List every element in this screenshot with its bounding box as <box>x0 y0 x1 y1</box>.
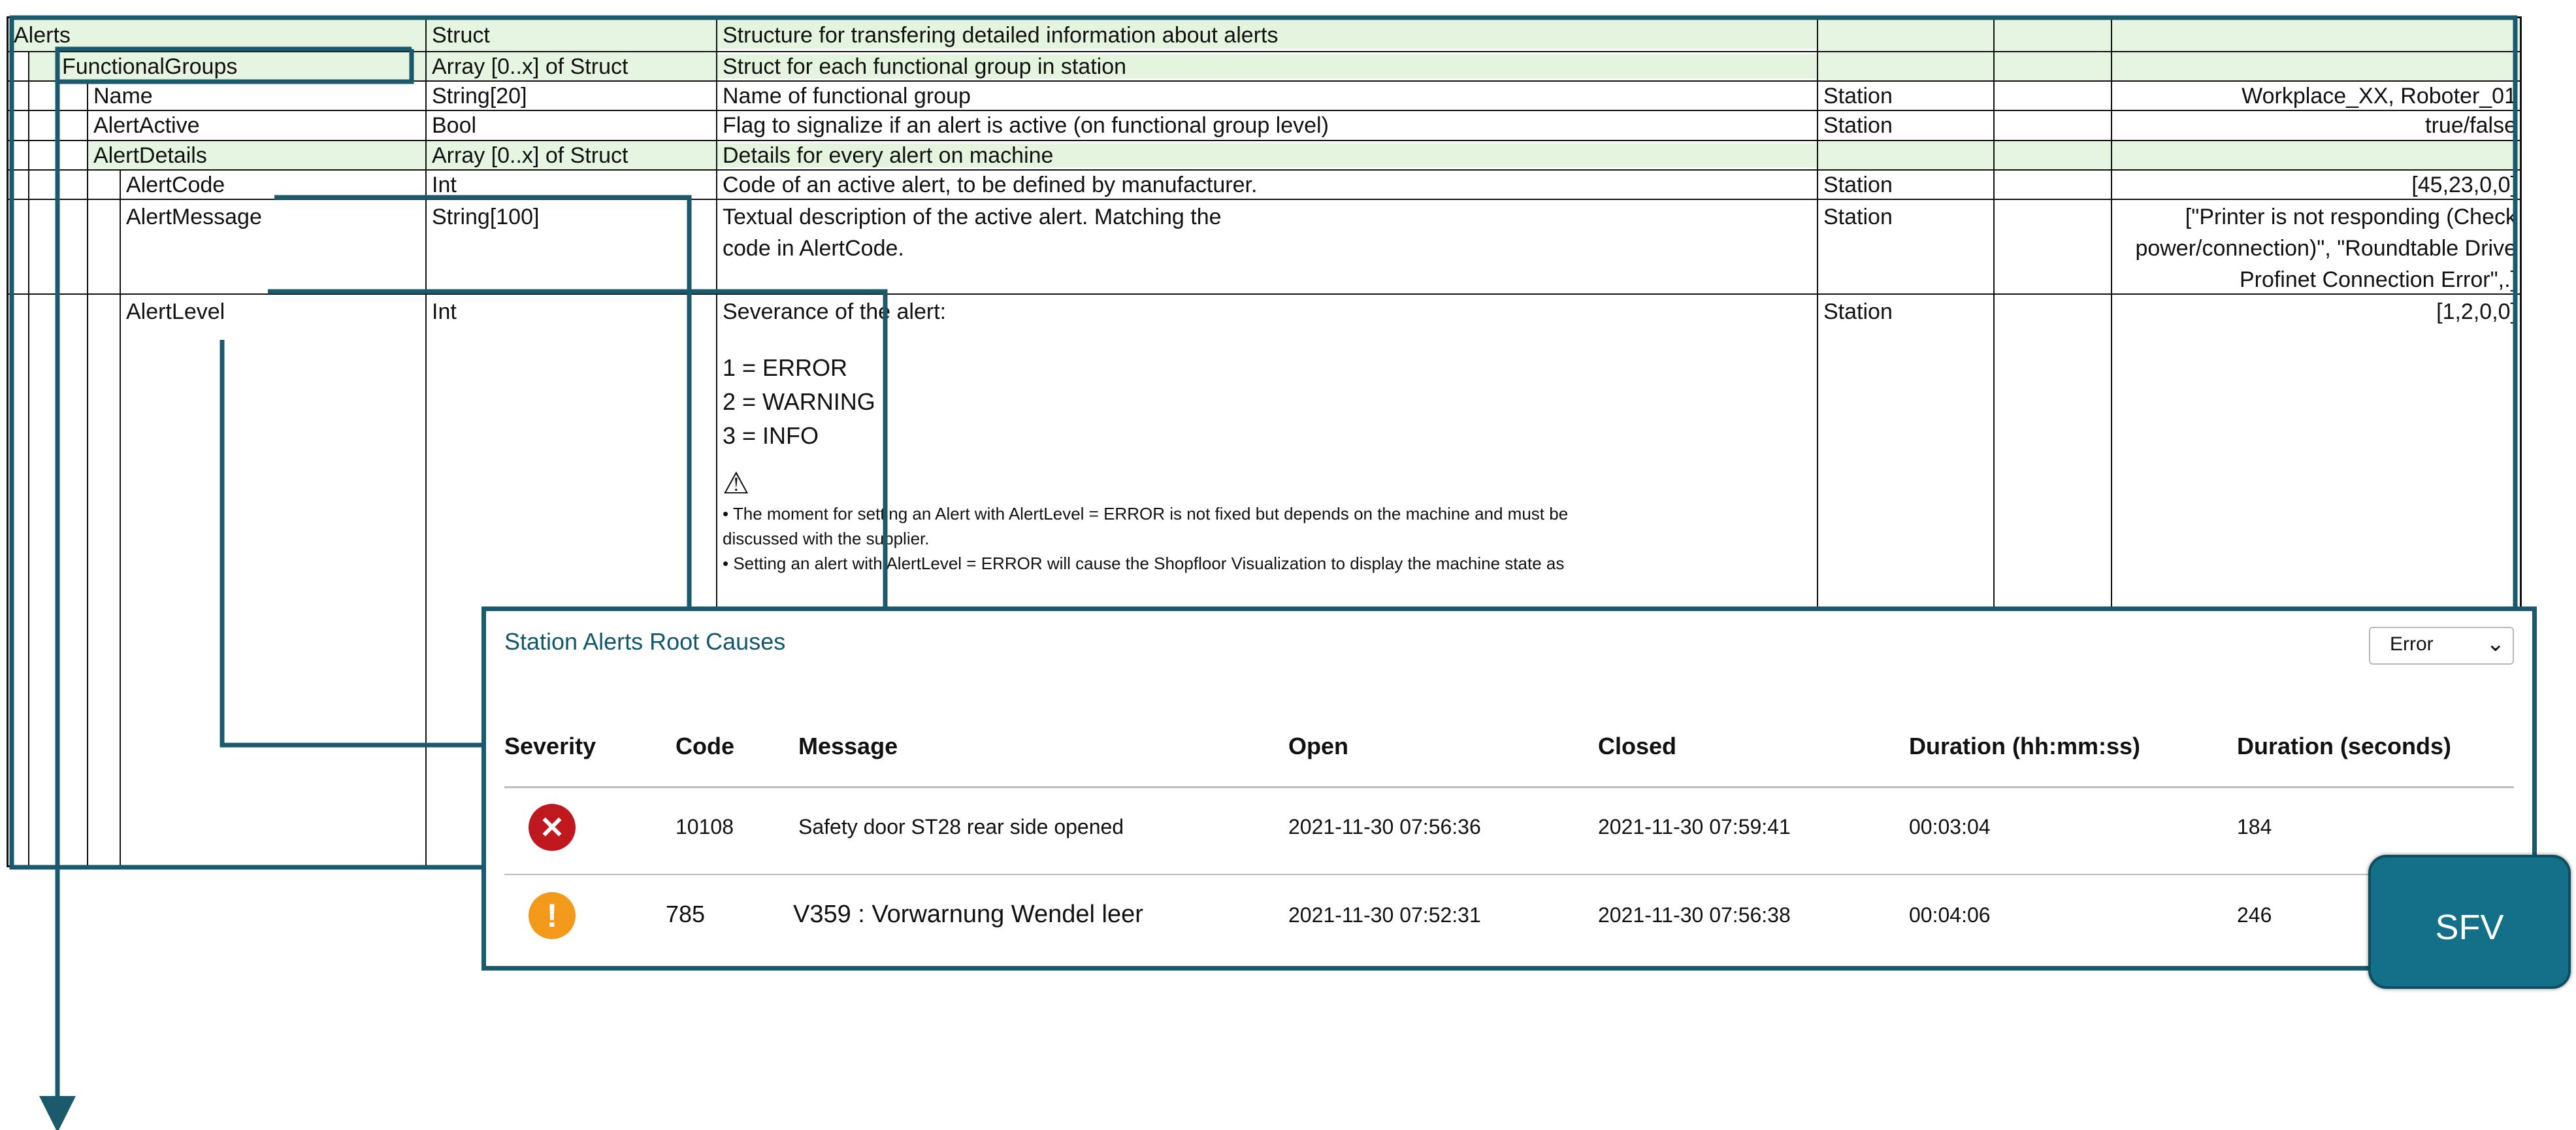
field-type: Struct <box>427 18 717 51</box>
divider <box>504 874 2514 875</box>
field-name: AlertMessage <box>121 200 427 293</box>
divider <box>504 786 2514 788</box>
field-source: Station <box>1818 295 1995 867</box>
field-extra <box>1995 18 2112 51</box>
field-type: String[20] <box>427 82 717 110</box>
alert-message: Safety door ST28 rear side opened <box>798 815 1124 839</box>
alert-open: 2021-11-30 07:56:36 <box>1288 815 1481 839</box>
field-description: Struct for each functional group in station <box>717 52 1818 80</box>
header-closed[interactable]: Closed <box>1598 733 1677 759</box>
field-example: [45,23,0,0] <box>2411 173 2517 197</box>
note-line: • The moment for setting an Alert with AlertLevel = ERROR is not fixed but depends on the machine and must be <box>723 504 1569 523</box>
sfv-badge: SFV <box>2368 855 2571 989</box>
field-type: Array [0..x] of Struct <box>427 52 717 80</box>
alert-code: 785 <box>666 901 706 927</box>
field-description: Flag to signalize if an alert is active (on functional group level) <box>717 111 1818 140</box>
field-source: Station <box>1818 171 1995 199</box>
header-open[interactable]: Open <box>1288 733 1349 759</box>
field-description: Textual description of the active alert. Matching the code in AlertCode. <box>717 200 1818 293</box>
alert-open: 2021-11-30 07:52:31 <box>1288 903 1481 927</box>
field-source <box>1818 18 1995 51</box>
field-source: Station <box>1818 82 1995 110</box>
alert-level-warning: 2 = WARNING <box>723 388 875 415</box>
alert-closed: 2021-11-30 07:59:41 <box>1598 815 1791 839</box>
error-x-icon: ✕ <box>529 804 576 851</box>
field-name: FunctionalGroups <box>29 52 427 80</box>
filter-selected-value: Error <box>2390 633 2434 655</box>
field-example: [1,2,0,0] <box>2436 299 2517 324</box>
note-line: • Setting an alert with AlertLevel = ERROR will cause the Shopfloor Visualization to display the machine state as <box>723 554 1565 573</box>
alert-duration-hms: 00:04:06 <box>1909 903 1991 927</box>
alert-level-error: 1 = ERROR <box>723 354 848 381</box>
field-name: AlertLevel <box>121 295 427 867</box>
table-row <box>8 82 2520 111</box>
field-description: Name of functional group <box>717 82 1818 110</box>
field-description: Severance of the alert: <box>723 299 947 324</box>
alert-closed: 2021-11-30 07:56:38 <box>1598 903 1791 927</box>
field-description: Details for every alert on machine <box>717 141 1818 169</box>
table-row <box>8 141 2520 171</box>
table-row <box>8 18 2520 52</box>
field-type: Bool <box>427 111 717 140</box>
field-description: Code of an active alert, to be defined by manufacturer. <box>717 171 1818 199</box>
field-example <box>2112 18 2522 51</box>
header-message[interactable]: Message <box>798 733 898 759</box>
field-source: Station <box>1818 111 1995 140</box>
panel-title: Station Alerts Root Causes <box>504 628 786 655</box>
severity-filter-select[interactable] <box>2369 627 2514 665</box>
field-name: AlertDetails <box>88 141 427 169</box>
alert-level-info: 3 = INFO <box>723 422 819 449</box>
table-row <box>8 200 2520 295</box>
header-severity[interactable]: Severity <box>504 733 596 759</box>
field-description: Structure for transfering detailed information about alerts <box>717 18 1818 51</box>
field-source: Station <box>1818 200 1995 293</box>
alert-message: V359 : Vorwarnung Wendel leer <box>793 901 1143 928</box>
field-type: Int <box>427 295 717 867</box>
table-row <box>8 171 2520 200</box>
header-duration-seconds[interactable]: Duration (seconds) <box>2237 733 2452 759</box>
field-type: String[100] <box>427 200 717 293</box>
field-example: Workplace_XX, Roboter_01 <box>2242 84 2517 108</box>
alert-duration-seconds: 246 <box>2237 903 2272 927</box>
field-name: AlertActive <box>88 111 427 140</box>
table-row <box>8 52 2520 82</box>
alert-duration-hms: 00:03:04 <box>1909 815 1991 839</box>
header-duration-hms[interactable]: Duration (hh:mm:ss) <box>1909 733 2140 759</box>
alert-code: 10108 <box>676 815 734 839</box>
field-example: true/false <box>2425 113 2517 138</box>
field-name: AlertCode <box>121 171 427 199</box>
chevron-down-icon: ⌄ <box>2486 631 2505 656</box>
table-row <box>8 111 2520 141</box>
field-name: Alerts <box>8 18 427 51</box>
station-alerts-panel <box>481 607 2537 971</box>
header-code[interactable]: Code <box>676 733 734 759</box>
field-type: Int <box>427 171 717 199</box>
alert-duration-seconds: 184 <box>2237 815 2272 839</box>
note-line: discussed with the supplier. <box>723 529 930 548</box>
field-name: Name <box>88 82 427 110</box>
field-example: ["Printer is not responding (Check power/connection)", "Roundtable Drive Profinet Connection Error",.] <box>2135 205 2517 292</box>
warning-triangle-icon: ⚠ <box>723 466 750 500</box>
warning-exclamation-icon: ! <box>529 892 576 939</box>
field-type: Array [0..x] of Struct <box>427 141 717 169</box>
